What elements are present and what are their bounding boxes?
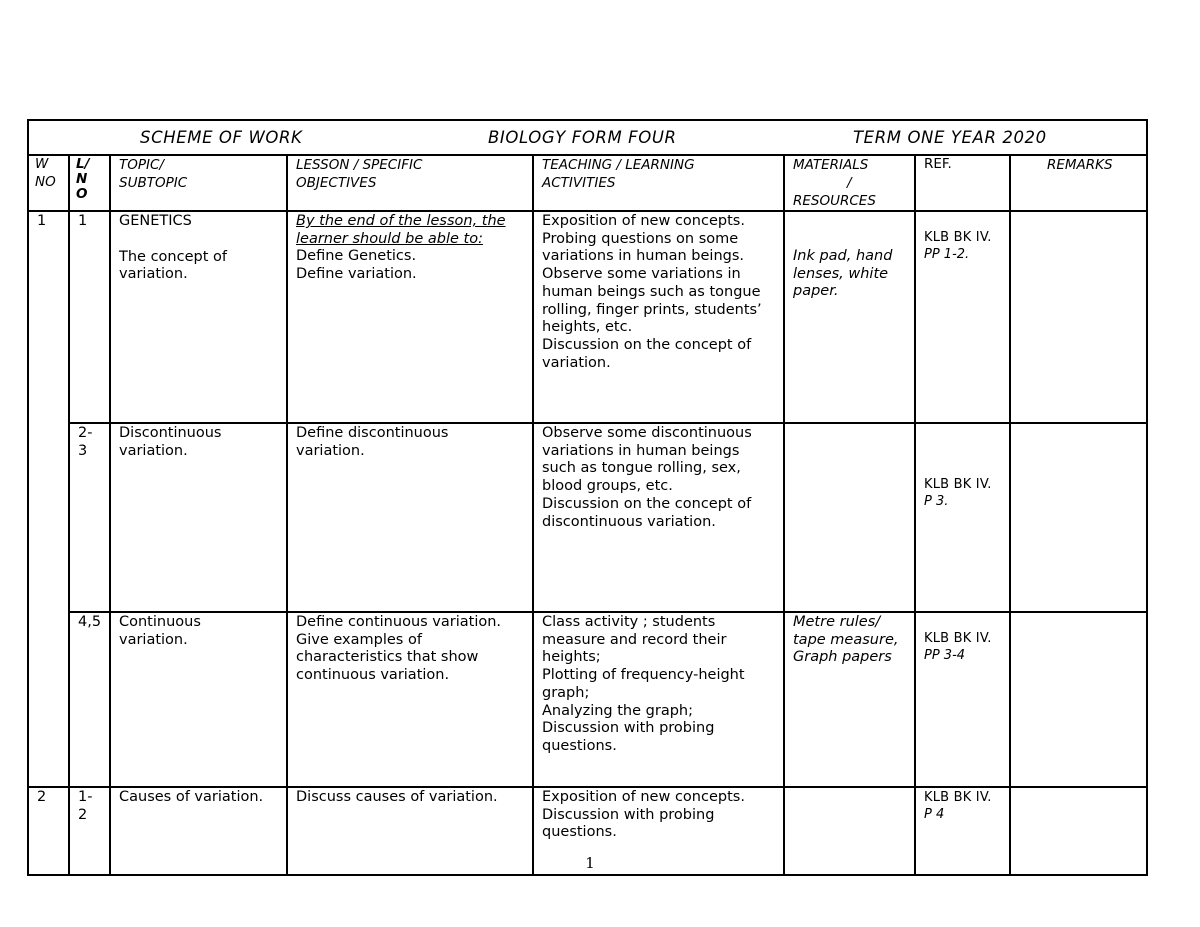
objectives-cell: By the end of the lesson, the learner should be able to: Define Genetics. Define variation.: [287, 211, 533, 423]
week-cell: 2: [28, 787, 69, 875]
topic-cell: Continuous variation.: [110, 612, 287, 787]
lesson-cell: 4,5: [69, 612, 110, 787]
ref-cell: KLB BK IV. PP 1-2.: [915, 211, 1010, 423]
header-objectives: LESSON / SPECIFIC OBJECTIVES: [287, 155, 533, 211]
table-row: [28, 211, 1147, 423]
title-row: [28, 120, 1147, 155]
header-activities: TEACHING / LEARNING ACTIVITIES: [533, 155, 784, 211]
lesson-cell: 1-2: [69, 787, 110, 875]
header-topic: TOPIC/ SUBTOPIC: [110, 155, 287, 211]
remarks-cell: [1010, 423, 1147, 612]
objectives-cell: Discuss causes of variation.: [287, 787, 533, 875]
header-remarks: REMARKS: [1010, 155, 1147, 211]
topic-cell: Causes of variation.: [110, 787, 287, 875]
table-row: [28, 423, 1147, 612]
remarks-cell: [1010, 211, 1147, 423]
header-row: [28, 155, 1147, 211]
table-row: [28, 612, 1147, 787]
ref-cell: KLB BK IV. P 3.: [915, 423, 1010, 612]
activities-cell: Exposition of new concepts. Probing questions on some variations in human beings. Observe some variations in human beings such as tongue rolling, finger prints, students’ heights, etc. Discussion on the concept of variation.: [533, 211, 784, 423]
scheme-title: SCHEME OF WORK: [140, 128, 303, 147]
topic-cell: GENETICS The concept of variation.: [110, 211, 287, 423]
remarks-cell: [1010, 612, 1147, 787]
scheme-of-work-table: [27, 119, 1148, 876]
header-week: W NO: [28, 155, 69, 211]
term-title: TERM ONE YEAR 2020: [853, 128, 1047, 147]
lesson-cell: 1: [69, 211, 110, 423]
objectives-cell: Define discontinuous variation.: [287, 423, 533, 612]
header-lesson-no: L/ N O: [69, 155, 110, 211]
ref-cell: KLB BK IV. PP 3-4: [915, 612, 1010, 787]
activities-cell: Exposition of new concepts. Discussion with probing questions.: [533, 787, 784, 875]
page-number: 1: [585, 854, 595, 872]
title-cell: [28, 120, 1147, 155]
header-materials: MATERIALS / RESOURCES: [784, 155, 915, 211]
topic-cell: Discontinuous variation.: [110, 423, 287, 612]
materials-cell: [784, 423, 915, 612]
materials-cell: Ink pad, hand lenses, white paper.: [784, 211, 915, 423]
lesson-cell: 2-3: [69, 423, 110, 612]
ref-cell: KLB BK IV. P 4: [915, 787, 1010, 875]
materials-cell: Metre rules/ tape measure, Graph papers: [784, 612, 915, 787]
objectives-cell: Define continuous variation. Give examples of characteristics that show continuous variation.: [287, 612, 533, 787]
header-ref: REF.: [915, 155, 1010, 211]
activities-cell: Class activity ; students measure and record their heights; Plotting of frequency-height graph; Analyzing the graph; Discussion with probing questions.: [533, 612, 784, 787]
subject-title: BIOLOGY FORM FOUR: [488, 128, 677, 147]
week-cell: 1: [28, 211, 69, 787]
activities-cell: Observe some discontinuous variations in human beings such as tongue rolling, sex, blood groups, etc. Discussion on the concept of discontinuous variation.: [533, 423, 784, 612]
